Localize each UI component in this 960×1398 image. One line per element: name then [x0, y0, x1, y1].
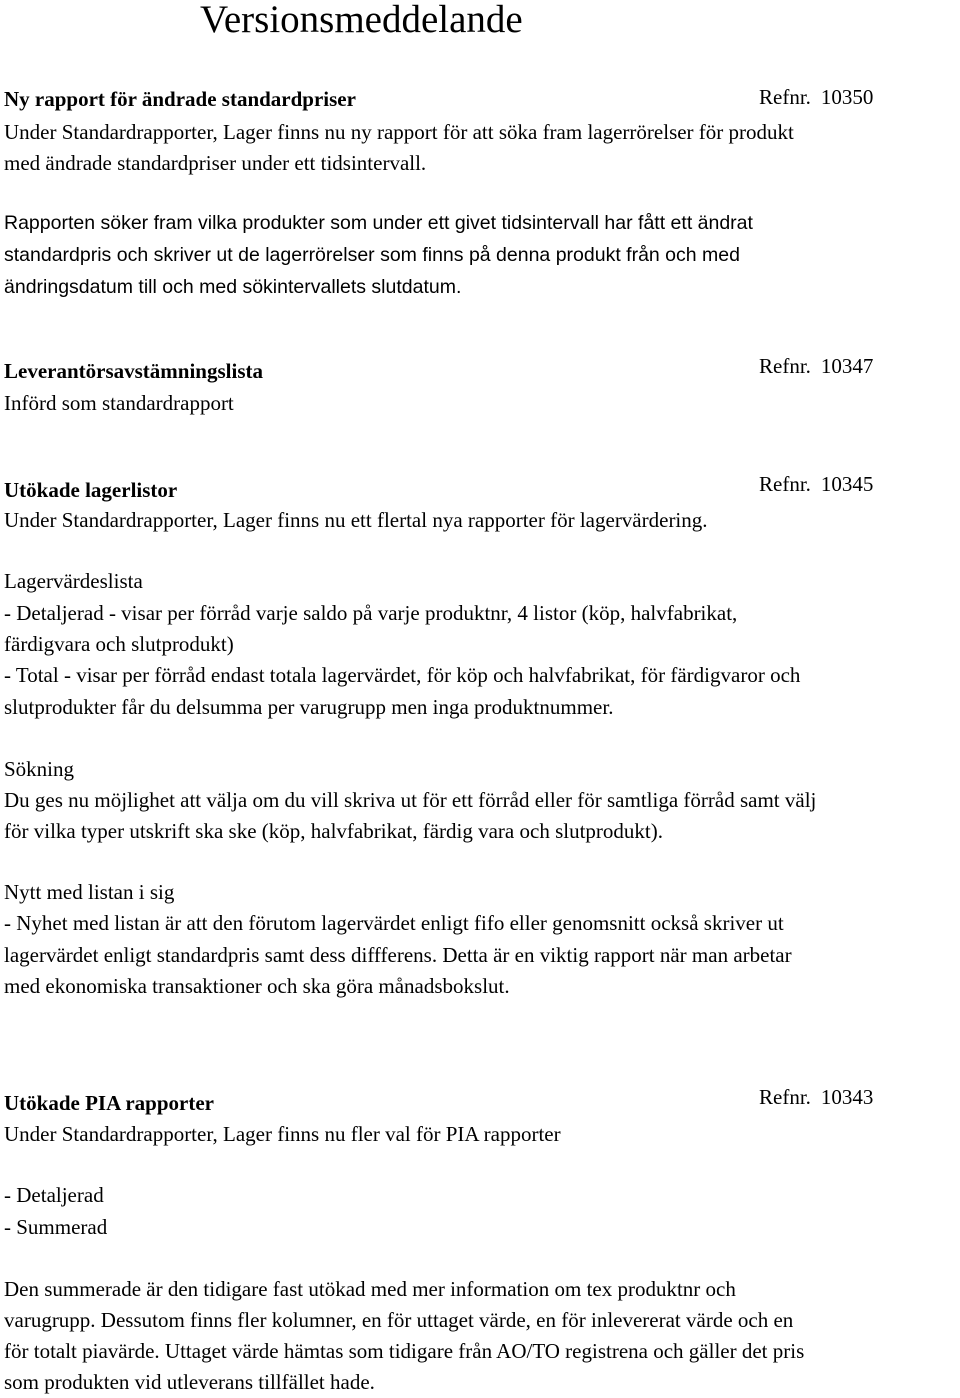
body-line: Rapporten söker fram vilka produkter som under ett givet tidsintervall har fått ett ändrat: [4, 212, 753, 234]
ref-label: Refnr.: [759, 354, 811, 378]
body-line: Den summerade är den tidigare fast utökad med mer information om tex produktnr och: [4, 1277, 736, 1301]
subheading: Lagervärdeslista: [4, 569, 143, 593]
body-line: som produkten vid utleverans tillfället hade.: [4, 1370, 375, 1394]
subheading: Nytt med listan i sig: [4, 880, 175, 904]
body-line: med ekonomiska transaktioner och ska göra månadsbokslut.: [4, 974, 510, 998]
body-line: Införd som standardrapport: [4, 391, 234, 415]
body-line: standardpris och skriver ut de lagerrörelser som finns på denna produkt från och med: [4, 244, 740, 266]
body-line: Under Standardrapporter, Lager finns nu ett flertal nya rapporter för lagervärdering.: [4, 508, 708, 532]
body-line: för vilka typer utskrift ska ske (köp, halvfabrikat, färdig vara och slutprodukt).: [4, 819, 663, 843]
body-line: lagervärdet enligt standardpris samt dess diffferens. Detta är en viktig rapport när man arbetar: [4, 943, 792, 967]
section-heading: Ny rapport för ändrade standardpriser: [4, 87, 356, 111]
body-line: slutprodukter får du delsumma per varugrupp men inga produktnummer.: [4, 695, 614, 719]
subheading: Sökning: [4, 757, 75, 781]
body-line: ändringsdatum till och med sökintervallets slutdatum.: [4, 276, 462, 298]
body-line: med ändrade standardpriser under ett tidsintervall.: [4, 151, 427, 175]
body-line: varugrupp. Dessutom finns fler kolumner, en för uttaget värde, en för inlevererat värde och en: [4, 1308, 794, 1332]
section-heading: Utökade lagerlistor: [4, 478, 178, 502]
body-line: Du ges nu möjlighet att välja om du vill skriva ut för ett förråd eller för samtliga förråd samt välj: [4, 788, 817, 812]
body-line: - Summerad: [4, 1215, 108, 1239]
reference-number: [759, 353, 873, 379]
section-heading: Utökade PIA rapporter: [4, 1091, 214, 1115]
body-line: för totalt piavärde. Uttaget värde hämtas som tidigare från AO/TO registrena och gäller det pris: [4, 1339, 805, 1363]
ref-value: 10347: [820, 354, 874, 378]
reference-number: [759, 471, 873, 497]
body-line: - Detaljerad - visar per förråd varje saldo på varje produktnr, 4 listor (köp, halvfabrikat,: [4, 601, 738, 625]
ref-value: 10345: [820, 472, 874, 496]
section-heading: Leverantörsavstämningslista: [4, 359, 263, 383]
ref-label: Refnr.: [759, 472, 811, 496]
ref-value: 10343: [820, 1085, 874, 1109]
body-line: - Detaljerad: [4, 1183, 104, 1207]
ref-label: Refnr.: [759, 85, 811, 109]
body-line: färdigvara och slutprodukt): [4, 632, 234, 656]
page-title: Versionsmeddelande: [200, 0, 523, 41]
body-line: - Nyhet med listan är att den förutom lagervärdet enligt fifo eller genomsnitt också skriver ut: [4, 911, 784, 935]
body-line: - Total - visar per förråd endast totala lagervärdet, för köp och halvfabrikat, för färdigvaror och: [4, 663, 801, 687]
reference-number: [759, 84, 873, 110]
body-line: Under Standardrapporter, Lager finns nu ny rapport för att söka fram lagerrörelser för produkt: [4, 120, 794, 144]
ref-value: 10350: [820, 85, 874, 109]
ref-label: Refnr.: [759, 1085, 811, 1109]
reference-number: [759, 1084, 873, 1110]
body-line: Under Standardrapporter, Lager finns nu fler val för PIA rapporter: [4, 1122, 561, 1146]
